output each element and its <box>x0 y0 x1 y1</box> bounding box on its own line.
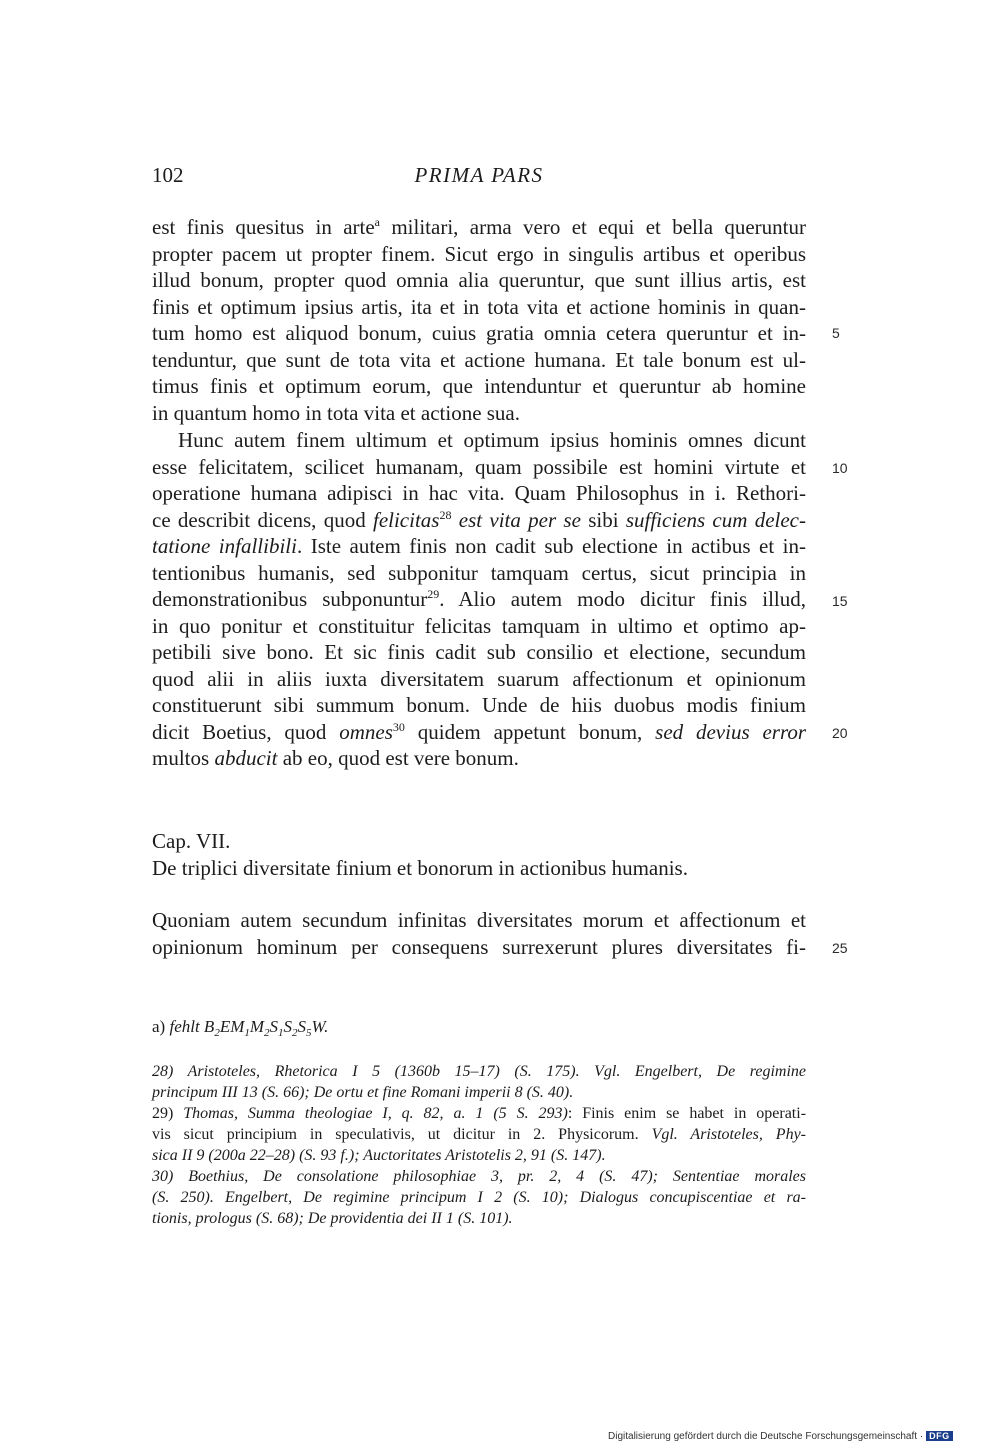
footnote-28: 28) Aristoteles, Rhetorica I 5 (1360b 15–17) (S. 175). Vgl. Engelbert, De regimine <box>152 1063 806 1080</box>
chapter-title: De triplici diversitate finium et bonorum in actionibus humanis. <box>152 856 688 880</box>
text-line: propter pacem ut propter finem. Sicut ergo in singulis artibus et operibus <box>152 241 806 266</box>
line-number: 10 <box>832 460 848 476</box>
page-number: 102 <box>152 163 184 187</box>
running-title: PRIMA PARS <box>414 163 544 187</box>
apparatus-marker: a <box>374 215 380 229</box>
footnote-29: vis sicut principium in speculativis, ut dicitur in 2. Physicorum. Vgl. Aristoteles, Phy- <box>152 1126 807 1143</box>
line-number: 25 <box>832 940 848 956</box>
text-line: illud bonum, propter quod omnia alia queruntur, que sunt illius artis, est <box>152 268 806 292</box>
digitization-credit <box>608 1431 953 1442</box>
text-line: dicit Boetius, quod omnes$^{30}$ quidem appetunt bonum, sed devius error <box>152 719 807 744</box>
text-line: in quantum homo in tota vita et actione sua. <box>152 400 521 425</box>
text-line: in quo ponitur et constituitur felicitas tamquam in ultimo et optimo ap- <box>152 613 806 638</box>
footnote-30: (S. 250). Engelbert, De regimine principum I 2 (S. 10); Dialogus concupiscentiae et ra- <box>152 1189 806 1206</box>
text-line: esse felicitatem, scilicet humanam, quam possibile est homini virtute et <box>152 454 806 479</box>
apparatus-note: a) fehlt $B_2EM_1M_2S_1S_2S_5W$. <box>152 1017 329 1039</box>
footnote-29: sica II 9 (200a 22–28) (S. 93 f.); Auctoritates Aristotelis 2, 91 (S. 147). <box>152 1147 606 1164</box>
text-line: quod alii in aliis iuxta diversitatem suarum affectionum et opinionum <box>152 666 806 691</box>
line-number: 5 <box>832 325 840 341</box>
text-line: multos abducit ab eo, quod est vere bonum. <box>152 746 519 770</box>
text-line: finis et optimum ipsius artis, ita et in tota vita et actione hominis in quan- <box>152 294 806 319</box>
credit-text: Digitalisierung gefördert durch die Deutsche Forschungsgemeinschaft · <box>608 1431 924 1442</box>
text-line: opinionum hominum per consequens surrexerunt plures diversitates fi- <box>152 934 806 959</box>
text-line: tum homo est aliquod bonum, cuius gratia omnia cetera queruntur et in- <box>152 321 806 345</box>
footnote-28: principum III 13 (S. 66); De ortu et fine Romani imperii 8 (S. 40). <box>152 1084 574 1101</box>
text-line: demonstrationibus subponuntur$^{29}$. Alio autem modo dicitur finis illud, <box>152 587 807 611</box>
footnotes <box>152 1061 806 1229</box>
paragraph-1 <box>152 214 806 426</box>
text-line: timus finis et optimum eorum, que intenduntur et queruntur ab homine <box>152 374 806 398</box>
text-line: ce describit dicens, quod felicitas$^{28}$ est vita per se sibi sufficiens cum delec- <box>152 507 806 532</box>
text-line: tenduntur, que sunt de tota vita et actione humana. Et tale bonum est ul- <box>152 347 806 372</box>
footnote-ref-30: 30 <box>392 719 405 734</box>
chapter-number: Cap. VII. <box>152 829 231 853</box>
text-line: Quoniam autem secundum infinitas diversitates morum et affectionum et <box>152 908 806 932</box>
dfg-logo: DFG <box>926 1431 953 1441</box>
line-number: 20 <box>832 725 848 741</box>
footnote-30: tionis, prologus (S. 68); De providentia dei II 1 (S. 101). <box>152 1210 513 1227</box>
footnote-ref-29: 29 <box>427 587 440 601</box>
paragraph-3 <box>152 907 806 960</box>
text-line: constituerunt sibi summum bonum. Unde de hiis duobus modis finium <box>152 693 806 717</box>
text-line: est finis quesitus in arte$^a$ militari, arma vero et equi et bella queruntur <box>152 215 806 239</box>
text-line: tatione infallibili. Iste autem finis non cadit sub electione in actibus et in- <box>152 534 806 558</box>
paragraph-2 <box>152 427 806 772</box>
footnote-ref-28: 28 <box>439 507 452 522</box>
text-line: petibili sive bono. Et sic finis cadit sub consilio et electione, secundum <box>152 640 806 664</box>
text-line: Hunc autem finem ultimum et optimum ipsius hominis omnes dicunt <box>178 428 806 452</box>
footnote-30: 30) Boethius, De consolatione philosophiae 3, pr. 2, 4 (S. 47); Sententiae morales <box>152 1168 806 1185</box>
line-number: 15 <box>832 593 848 609</box>
footnote-29: 29) Thomas, Summa theologiae I, q. 82, a. 1 (5 S. 293): Finis enim se habet in operati- <box>152 1105 807 1122</box>
text-line: tentionibus humanis, sed subponitur tamquam certus, sicut principia in <box>152 560 806 585</box>
text-line: operatione humana adipisci in hac vita. Quam Philosophus in i. Rethori- <box>152 481 806 505</box>
page-header <box>152 163 806 193</box>
